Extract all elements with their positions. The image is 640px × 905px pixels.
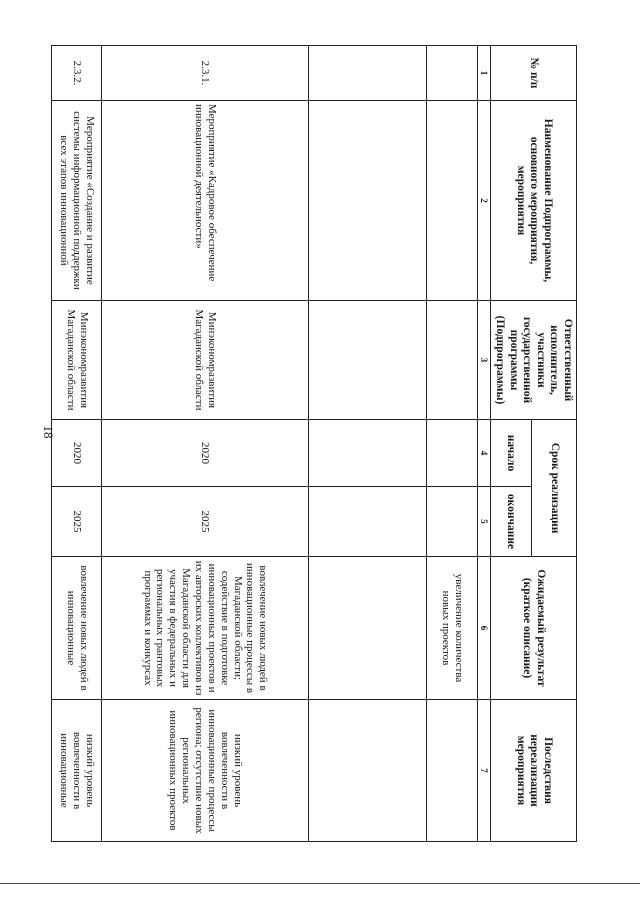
document-table-rotated <box>51 45 577 841</box>
row-number: 2.3.1. <box>102 46 308 101</box>
table-row <box>427 46 477 842</box>
measure-name: Мероприятие «Создание и развитие системы информационной поддержки всех этапов инновационной <box>52 101 102 301</box>
header-executor: Ответственный исполнитель, участники государственной программы (Подпрограммы) <box>490 301 576 420</box>
end-year: 2025 <box>102 487 308 557</box>
consequence-cell: низкий уровень вовлеченности в инновационные <box>52 700 102 842</box>
header-end: окончание <box>490 487 531 557</box>
measure-name: Мероприятие «Кадровое обеспечение инновационной деятельности» <box>102 101 308 301</box>
row-number: 2.3.2. <box>52 46 102 101</box>
table-row <box>102 46 308 842</box>
header-consequence: Последствия нереализации мероприятия <box>490 700 576 842</box>
result-cell: вовлечение новых людей в инновационные <box>52 557 102 700</box>
executor-cell: Минэкономразвития Магаданской области <box>52 301 102 420</box>
result-cell: вовлечение новых людей в инновационные процессы в Магаданской области; содействие в подготовке инновационных проектов и их авторских коллективов из Магаданской области для участия в федеральных и региональных грантовых программах и конкурсах <box>102 557 308 700</box>
page-number: 18 <box>41 425 56 439</box>
program-measures-table <box>51 45 577 842</box>
header-result: Ожидаемый результат (краткое описание) <box>490 557 576 700</box>
table-row <box>308 46 427 842</box>
col-number-1: 1 <box>477 46 490 101</box>
col-number-2: 2 <box>477 101 490 301</box>
executor-cell: Минэкономразвития Магаданской области <box>102 301 308 420</box>
col-number-5: 5 <box>477 487 490 557</box>
consequence-cell: низкий уровень вовлеченности в инновационные процессы региона; отсутствие новых региональных инновационных проектов <box>102 700 308 842</box>
col-number-4: 4 <box>477 420 490 487</box>
header-start: начало <box>490 420 531 487</box>
end-year: 2025 <box>52 487 102 557</box>
table-row <box>52 46 102 842</box>
header-name: Наименование Подпрограммы, основного мероприятия, мероприятия <box>490 101 576 301</box>
header-period: Срок реализации <box>531 420 576 557</box>
col-number-6: 6 <box>477 557 490 700</box>
header-row-1 <box>531 46 576 842</box>
start-year: 2020 <box>52 420 102 487</box>
col-number-7: 7 <box>477 700 490 842</box>
page-bottom-rule <box>0 883 640 884</box>
header-number: № п/п <box>490 46 576 101</box>
col-number-3: 3 <box>477 301 490 420</box>
column-number-row <box>477 46 490 842</box>
result-cell: увеличение количества новых проектов <box>427 557 477 700</box>
start-year: 2020 <box>102 420 308 487</box>
